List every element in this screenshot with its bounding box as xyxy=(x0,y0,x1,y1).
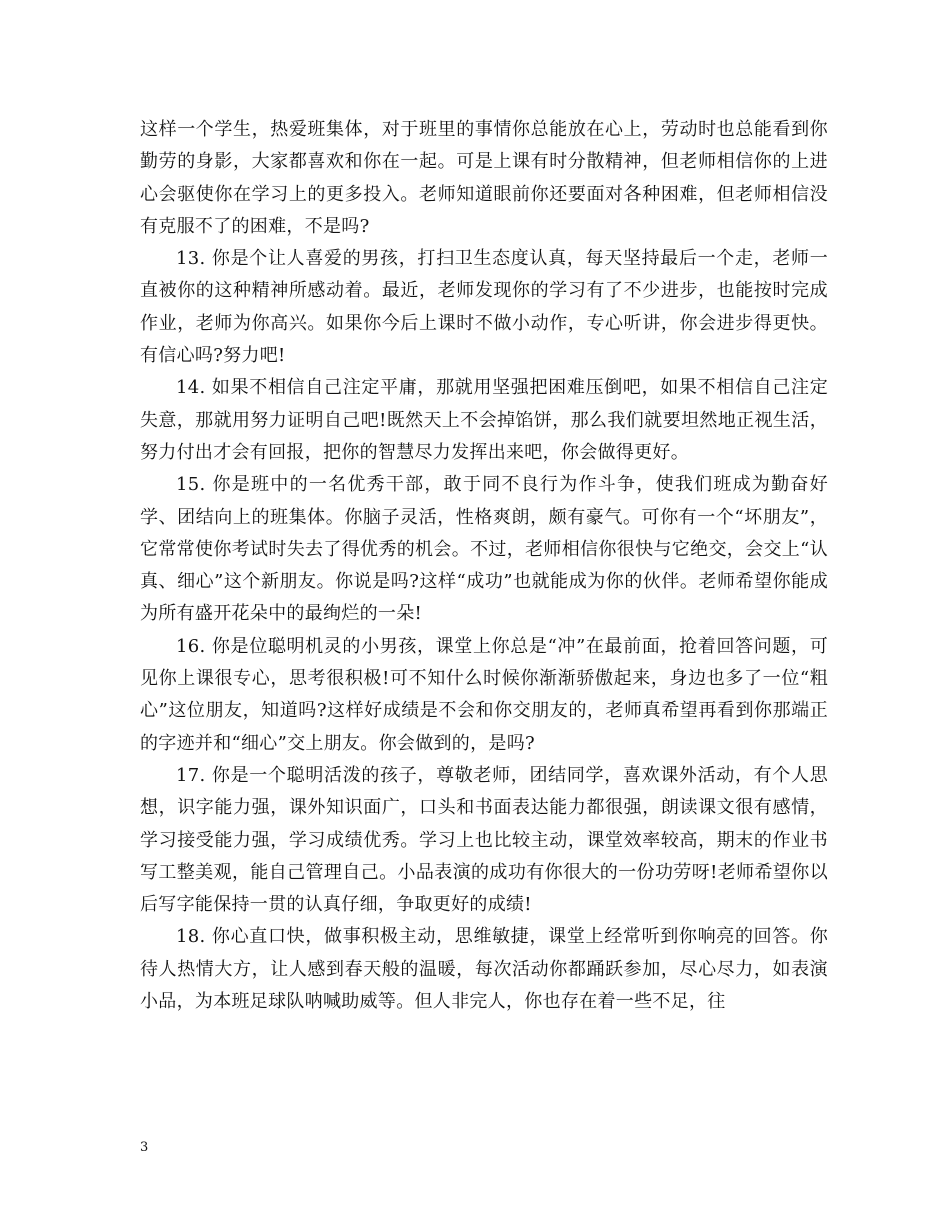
paragraph-17: 17. 你是一个聪明活泼的孩子，尊敬老师，团结同学，喜欢课外活动，有个人思想，识字能力强，课外知识面广，口头和书面表达能力都很强，朗读课文很有感情，学习接受能力强，学习成绩优秀。学习上也比较主动，课堂效率较高，期末的作业书写工整美观，能自己管理自己。小品表演的成功有你很大的一份功劳呀!老师希望你以后写字能保持一贯的认真仔细，争取更好的成绩! xyxy=(140,764,828,916)
paragraph-18: 18. 你心直口快，做事积极主动，思维敏捷，课堂上经常听到你响亮的回答。你待人热情大方，让人感到春天般的温暖，每次活动你都踊跃参加，尽心尽力，如表演小品，为本班足球队呐喊助威等。但人非完人，你也存在着一些不足，往 xyxy=(140,926,828,1013)
page-number: 3 xyxy=(140,1140,149,1155)
paragraph-16: 16. 你是位聪明机灵的小男孩，课堂上你总是“冲”在最前面，抢着回答问题，可见你上课很专心，思考很积极!可不知什么时候你渐渐骄傲起来，身边也多了一位“粗心”这位朋友，知道吗?这样好成绩是不会和你交朋友的，老师真希望再看到你那端正的字迹并和“细心”交上朋友。你会做到的，是吗? xyxy=(140,635,828,754)
paragraph-14: 14. 如果不相信自己注定平庸，那就用坚强把困难压倒吧，如果不相信自己注定失意，那就用努力证明自己吧!既然天上不会掉馅饼，那么我们就要坦然地正视生活，努力付出才会有回报，把你的智慧尽力发挥出来吧，你会做得更好。 xyxy=(140,377,828,463)
paragraph-continuation: 这样一个学生，热爱班集体，对于班里的事情你总能放在心上，劳动时也总能看到你勤劳的身影，大家都喜欢和你在一起。可是上课有时分散精神，但老师相信你的上进心会驱使你在学习上的更多投入。老师知道眼前你还要面对各种困难，但老师相信没有克服不了的困难，不是吗? xyxy=(140,119,828,237)
paragraph-13: 13. 你是个让人喜爱的男孩，打扫卫生态度认真，每天坚持最后一个走，老师一直被你的这种精神所感动着。最近，老师发现你的学习有了不少进步，也能按时完成作业，老师为你高兴。如果你今后上课时不做小动作，专心听讲，你会进步得更快。有信心吗?努力吧! xyxy=(140,248,828,367)
page-content xyxy=(140,114,828,1018)
paragraph-15: 15. 你是班中的一名优秀干部，敢于同不良行为作斗争，使我们班成为勤奋好学、团结向上的班集体。你脑子灵活，性格爽朗，颇有豪气。可你有一个“坏朋友”，它常常使你考试时失去了得优秀的机会。不过，老师相信你很快与它绝交，会交上“认真、细心”这个新朋友。你说是吗?这样“成功”也就能成为你的伙伴。老师希望你能成为所有盛开花朵中的最绚烂的一朵! xyxy=(140,474,828,625)
